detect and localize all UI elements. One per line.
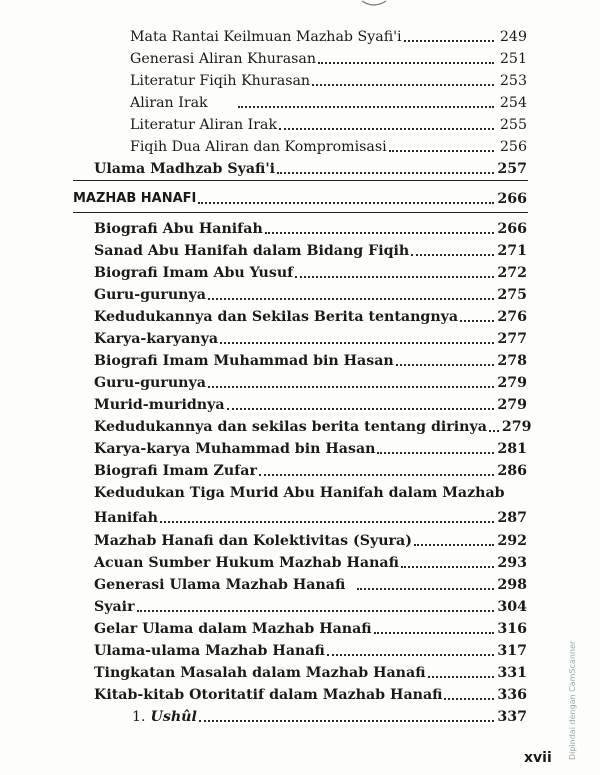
toc-entry-line-1[interactable]: Kedudukan Tiga Murid Abu Hanifah dalam Mazhab — [94, 485, 505, 501]
toc-entry[interactable]: Murid-muridnya 279 — [94, 397, 527, 413]
toc-entry[interactable]: Biografi Imam Abu Yusuf 272 — [94, 265, 527, 281]
page-top-mark-icon — [360, 0, 388, 8]
toc-entry[interactable]: Literatur Fiqih Khurasan 253 — [130, 73, 527, 89]
toc-entry[interactable]: Guru-gurunya 275 — [94, 287, 527, 303]
toc-entry[interactable]: Guru-gurunya 279 — [94, 375, 527, 391]
toc-entry[interactable]: Generasi Aliran Khurasan 251 — [130, 51, 527, 67]
toc-entry[interactable]: Tingkatan Masalah dalam Mazhab Hanafi 331 — [94, 665, 527, 681]
section-divider — [73, 180, 528, 181]
toc-entry[interactable]: Ulama-ulama Mazhab Hanafi 317 — [94, 643, 527, 659]
toc-entry[interactable]: Mata Rantai Keilmuan Mazhab Syafi'i 249 — [130, 29, 527, 45]
toc-subentry[interactable]: 1. Ushûl 337 — [132, 709, 527, 725]
toc-entry[interactable]: Acuan Sumber Hukum Mazhab Hanafi 293 — [94, 555, 527, 571]
toc-entry[interactable]: Sanad Abu Hanifah dalam Bidang Fiqih 271 — [94, 243, 527, 259]
toc-entry[interactable]: Kedudukannya dan Sekilas Berita tentangnya 276 — [94, 309, 527, 325]
toc-entry[interactable]: Biografi Imam Muhammad bin Hasan 278 — [94, 353, 527, 369]
toc-entry[interactable]: Hanifah 287 — [94, 510, 527, 526]
toc-entry[interactable]: Syair 304 — [94, 599, 527, 615]
toc-entry[interactable]: Kedudukannya dan sekilas berita tentang dirinya 279 — [94, 419, 532, 435]
toc-entry[interactable]: Literatur Aliran Irak 255 — [130, 117, 527, 133]
toc-entry[interactable]: Fiqih Dua Aliran dan Kompromisasi 256 — [130, 139, 527, 155]
toc-entry[interactable]: Ulama Madhzab Syafi'i 257 — [94, 161, 527, 177]
toc-entry[interactable]: Karya-karya Muhammad bin Hasan 281 — [94, 441, 527, 457]
toc-chapter-heading[interactable]: MAZHAB HANAFI 266 — [73, 191, 527, 207]
toc-entry[interactable]: Biografi Abu Hanifah 266 — [94, 221, 527, 237]
toc-entry[interactable]: Generasi Ulama Mazhab Hanafi 298 — [94, 577, 527, 593]
toc-entry[interactable]: Kitab-kitab Otoritatif dalam Mazhab Hanafi 336 — [94, 687, 527, 703]
toc-entry[interactable]: Karya-karyanya 277 — [94, 331, 527, 347]
page-number: xvii — [524, 750, 552, 766]
toc-entry[interactable]: Mazhab Hanafi dan Kolektivitas (Syura) 292 — [94, 533, 527, 549]
toc-entry[interactable]: Gelar Ulama dalam Mazhab Hanafi 316 — [94, 621, 527, 637]
toc-entry[interactable]: Biografi Imam Zufar 286 — [94, 463, 527, 479]
toc-entry[interactable]: Aliran Irak 254 — [130, 95, 527, 111]
section-divider — [73, 212, 528, 213]
scanner-watermark: Dipindai dengan CamScanner — [568, 640, 577, 760]
